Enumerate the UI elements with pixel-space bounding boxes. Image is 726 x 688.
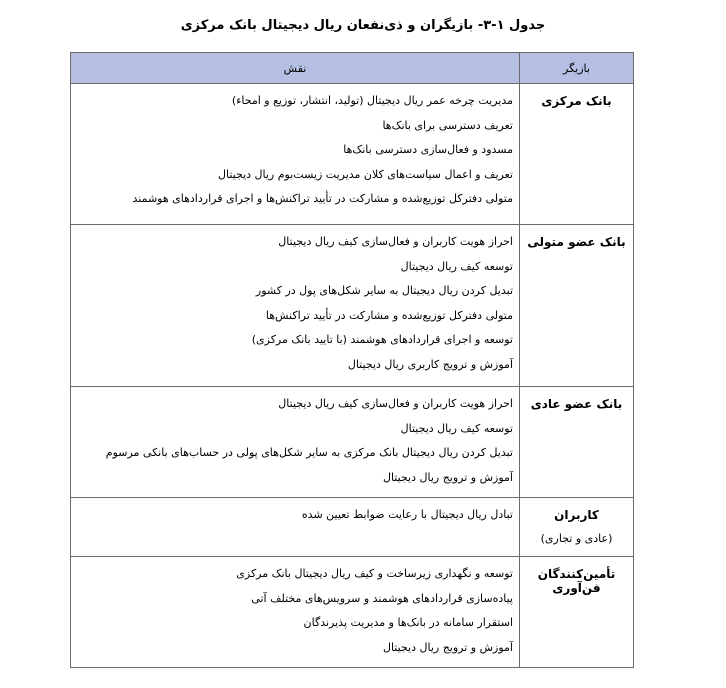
actor-cell bbox=[520, 387, 634, 498]
roles-cell bbox=[71, 225, 520, 387]
table-row bbox=[71, 387, 634, 498]
roles-cell bbox=[71, 387, 520, 498]
actor-label: کاربران bbox=[554, 508, 599, 522]
header-role: نقش bbox=[71, 53, 520, 84]
role-line: مدیریت چرخه عمر ریال دیجیتال (تولید، انتشار، توزیع و امحاء) bbox=[231, 94, 513, 107]
table-row bbox=[71, 557, 634, 668]
role-line: تبدیل کردن ریال دیجیتال به سایر شکل‌های پول در کشور bbox=[255, 284, 513, 297]
actors-table bbox=[70, 52, 634, 668]
role-line: توسعه کیف ریال دیجیتال bbox=[400, 259, 513, 273]
table-row bbox=[71, 225, 634, 387]
roles-cell bbox=[71, 498, 520, 557]
table-row bbox=[71, 84, 634, 225]
actor-cell bbox=[520, 557, 634, 668]
role-line: تعریف و اعمال سیاست‌های کلان مدیریت زیست‌بوم ریال دیجیتال bbox=[217, 167, 513, 181]
actor-cell bbox=[520, 225, 634, 387]
actor-cell bbox=[520, 498, 634, 557]
role-line: متولی دفترکل توزیع‌شده و مشارکت در تأیید تراکنش‌ها و اجرای قراردادهای هوشمند bbox=[132, 192, 513, 205]
actor-subtitle: (عادی و تجاری) bbox=[540, 532, 613, 545]
table-row bbox=[71, 498, 634, 557]
role-line: توسعه و نگهداری زیرساخت و کیف ریال دیجیتال بانک مرکزی bbox=[236, 567, 513, 580]
actor-label: بانک عضو متولی bbox=[527, 235, 626, 249]
role-line: آموزش و ترویج ریال دیجیتال bbox=[382, 470, 513, 484]
role-line: تبادل ریال دیجیتال با رعایت ضوابط تعیین شده bbox=[301, 508, 513, 521]
actor-label: بانک عضو عادی bbox=[530, 397, 623, 411]
roles-cell bbox=[71, 84, 520, 225]
role-line: توسعه و اجرای قراردادهای هوشمند (با تایید بانک مرکزی) bbox=[251, 333, 513, 346]
roles-cell bbox=[71, 557, 520, 668]
table-caption: جدول ۱-۳- بازیگران و ذی‌نفعان ریال دیجیتال بانک مرکزی bbox=[180, 18, 546, 33]
actor-label: تأمین‌کنندگان فن‌آوری bbox=[537, 567, 616, 595]
header-actor: بازیگر bbox=[520, 53, 634, 84]
role-line: احراز هویت کاربران و فعال‌سازی کیف ریال دیجیتال bbox=[278, 397, 513, 410]
role-line: آموزش و ترویج ریال دیجیتال bbox=[382, 640, 513, 654]
role-line: احراز هویت کاربران و فعال‌سازی کیف ریال دیجیتال bbox=[278, 235, 513, 248]
actor-cell bbox=[520, 84, 634, 225]
role-line: مسدود و فعال‌سازی دسترسی بانک‌ها bbox=[343, 143, 513, 156]
role-line: تعریف دسترسی برای بانک‌ها bbox=[382, 118, 513, 132]
role-line: متولی دفترکل توزیع‌شده و مشارکت در تأیید تراکنش‌ها bbox=[265, 308, 513, 322]
role-line: آموزش و ترویج کاربری ریال دیجیتال bbox=[347, 357, 513, 371]
role-line: تبدیل کردن ریال دیجیتال بانک مرکزی به سایر شکل‌های پولی در حساب‌های بانکی مرسوم bbox=[105, 446, 513, 459]
role-line: پیاده‌سازی قراردادهای هوشمند و سرویس‌های مختلف آتی bbox=[251, 591, 513, 605]
actor-label: بانک مرکزی bbox=[541, 94, 612, 108]
role-line: استقرار سامانه در بانک‌ها و مدیریت پذیرندگان bbox=[303, 616, 513, 629]
table-header-row bbox=[71, 53, 634, 84]
role-line: توسعه کیف ریال دیجیتال bbox=[400, 421, 513, 435]
